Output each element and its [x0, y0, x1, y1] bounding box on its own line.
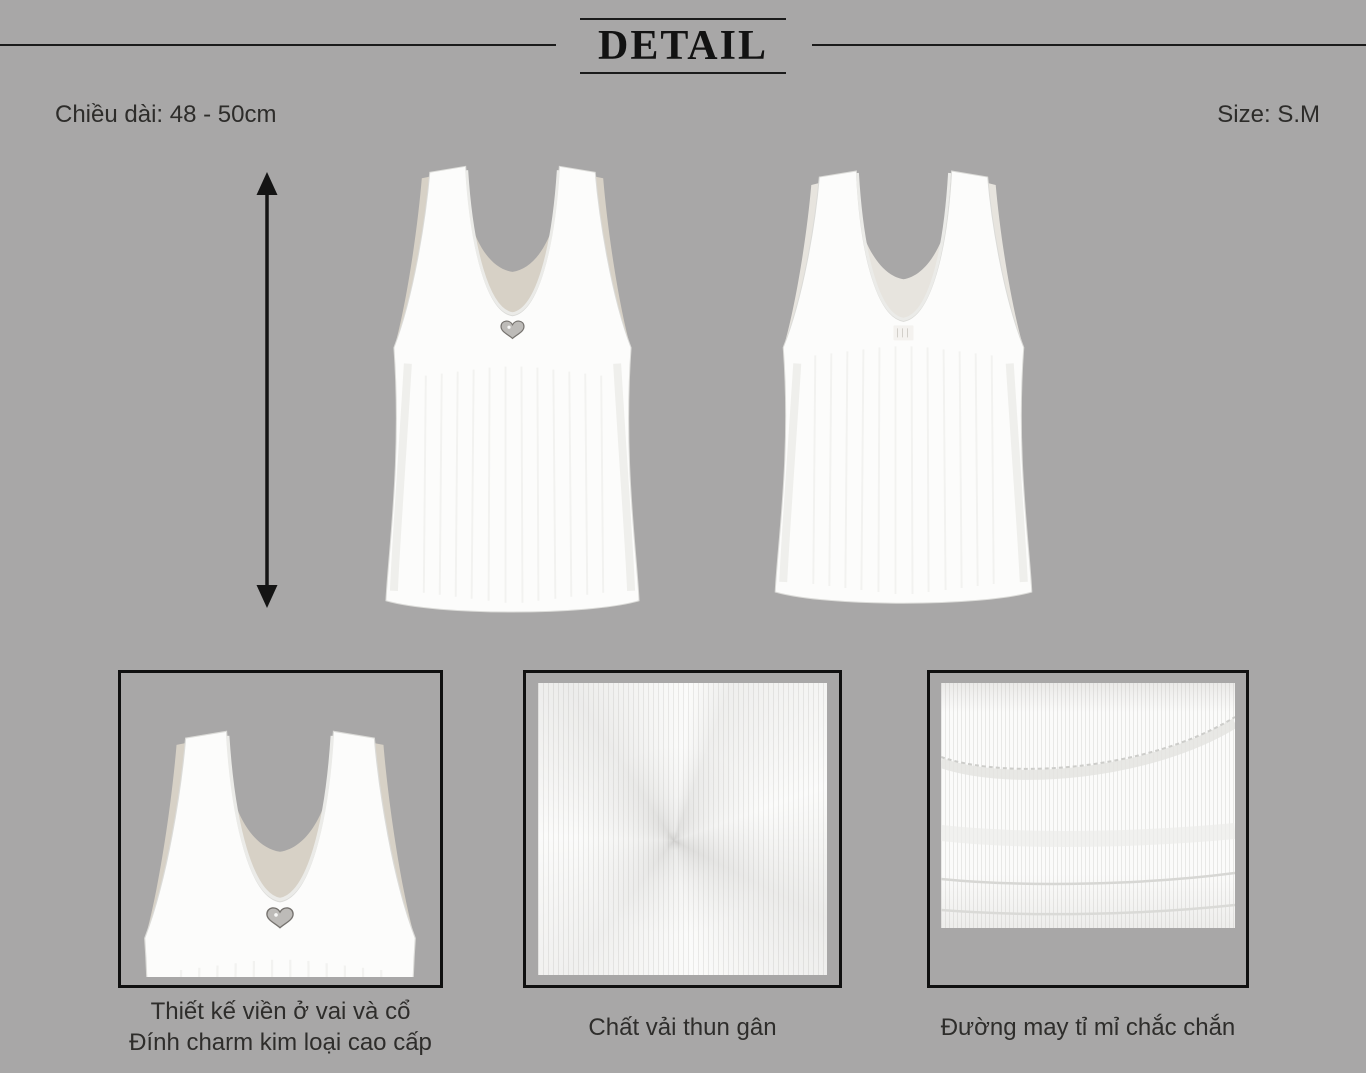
- product-photo-front: [368, 164, 657, 628]
- detail-caption-fabric: [523, 1012, 842, 1043]
- neckline-charm-closeup-photo: [118, 729, 443, 977]
- caption-line: Đường may tỉ mỉ chắc chắn: [940, 1014, 1236, 1041]
- detail-box-fabric: [523, 670, 842, 988]
- detail-caption-seam: [927, 1012, 1249, 1043]
- page-title: DETAIL: [598, 23, 768, 69]
- detail-caption-neckline: [118, 996, 443, 1058]
- header-divider-left: [0, 44, 556, 46]
- product-photo-back: [757, 167, 1050, 613]
- caption-line: Thiết kế viền ở vai và cổ: [150, 998, 411, 1025]
- seam-stitching-closeup-photo: [941, 683, 1235, 928]
- title-block: [580, 18, 786, 74]
- length-spec-label: Chiều dài: 48 - 50cm: [55, 101, 277, 128]
- caption-line: Chất vải thun gân: [588, 1014, 777, 1041]
- header-divider-right: [812, 44, 1366, 46]
- caption-line: Đính charm kim loại cao cấp: [129, 1029, 432, 1056]
- detail-box-neckline: [118, 670, 443, 988]
- length-measure-arrow-icon: [251, 171, 283, 609]
- detail-box-seam: [927, 670, 1249, 988]
- neck-tag: [893, 325, 913, 340]
- size-spec-label: Size: S.M: [1217, 101, 1320, 128]
- ribbed-fabric-closeup-photo: [538, 683, 827, 975]
